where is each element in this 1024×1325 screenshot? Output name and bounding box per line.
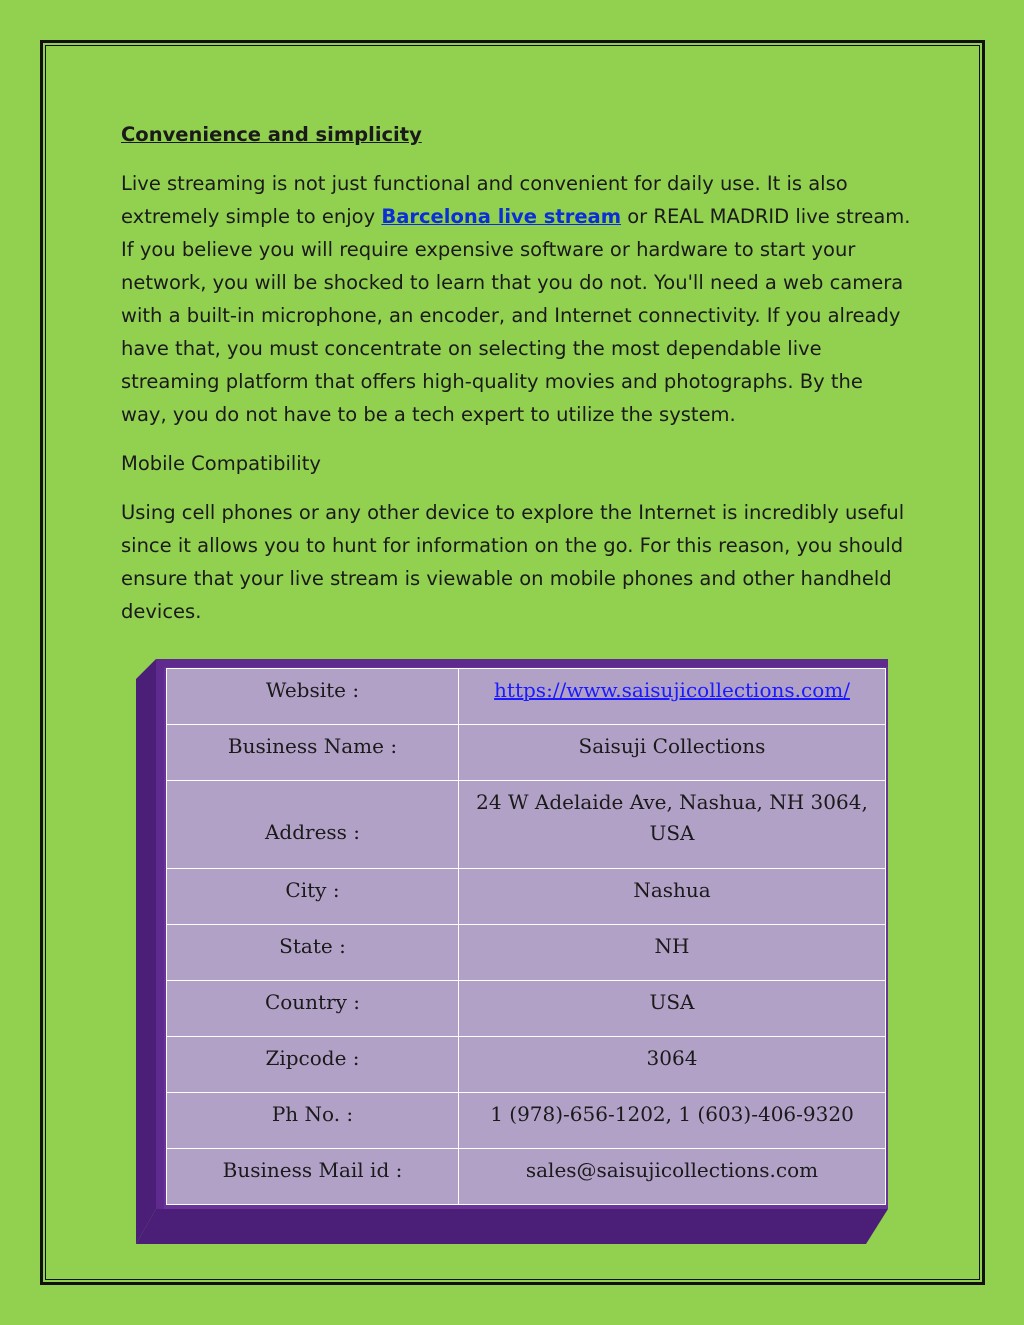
business-name-label: Business Name : (167, 725, 459, 781)
business-info-table (166, 668, 886, 1205)
business-name-value: Saisuji Collections (459, 725, 886, 781)
barcelona-live-stream-link[interactable]: Barcelona live stream (381, 205, 622, 228)
table-row (167, 1149, 886, 1205)
state-label: State : (167, 925, 459, 981)
table-row (167, 981, 886, 1037)
country-label: Country : (167, 981, 459, 1037)
table-row (167, 1037, 886, 1093)
table-row (167, 781, 886, 869)
website-link[interactable]: https://www.saisujicollections.com/ (494, 678, 850, 702)
address-value: 24 W Adelaide Ave, Nashua, NH 3064, USA (459, 781, 886, 869)
mail-label: Business Mail id : (167, 1149, 459, 1205)
city-value: Nashua (459, 869, 886, 925)
table-row (167, 869, 886, 925)
box-left-face (136, 659, 156, 1244)
section-subheading: Mobile Compatibility (121, 452, 321, 475)
phone-label: Ph No. : (167, 1093, 459, 1149)
city-label: City : (167, 869, 459, 925)
table-row (167, 1093, 886, 1149)
state-value: NH (459, 925, 886, 981)
zipcode-value: 3064 (459, 1037, 886, 1093)
table-row (167, 925, 886, 981)
business-info-box (136, 659, 888, 1244)
table-row (167, 725, 886, 781)
table-row (167, 669, 886, 725)
box-bottom-face (136, 1209, 888, 1244)
paragraph-text-before-link: Live streaming is not just functional and convenient for daily use. It is also extremely simple to enjoy (121, 172, 848, 228)
paragraph-text-after-link: or REAL MADRID live stream. If you believe you will require expensive software or hardware to start your network, you will be shocked to learn that you do not. You'll need a web camera with a built-in microphone, an encoder, and Internet connectivity. If you already have that, you must concentrate on selecting the most dependable live streaming platform that offers high-quality movies and photographs. By the way, you do not have to be a tech expert to utilize the system. (121, 205, 911, 426)
section-heading: Convenience and simplicity (121, 123, 422, 146)
address-label: Address : (167, 781, 459, 869)
zipcode-label: Zipcode : (167, 1037, 459, 1093)
mail-value: sales@saisujicollections.com (459, 1149, 886, 1205)
country-value: USA (459, 981, 886, 1037)
article-body (121, 118, 911, 644)
paragraph-mobile: Using cell phones or any other device to explore the Internet is incredibly useful since it allows you to hunt for information on the go. For this reason, you should ensure that your live stream is viewable on mobile phones and other handheld devices. (121, 501, 905, 623)
phone-value: 1 (978)-656-1202, 1 (603)-406-9320 (459, 1093, 886, 1149)
website-label: Website : (167, 669, 459, 725)
paragraph-convenience (121, 167, 911, 431)
website-cell (459, 669, 886, 725)
